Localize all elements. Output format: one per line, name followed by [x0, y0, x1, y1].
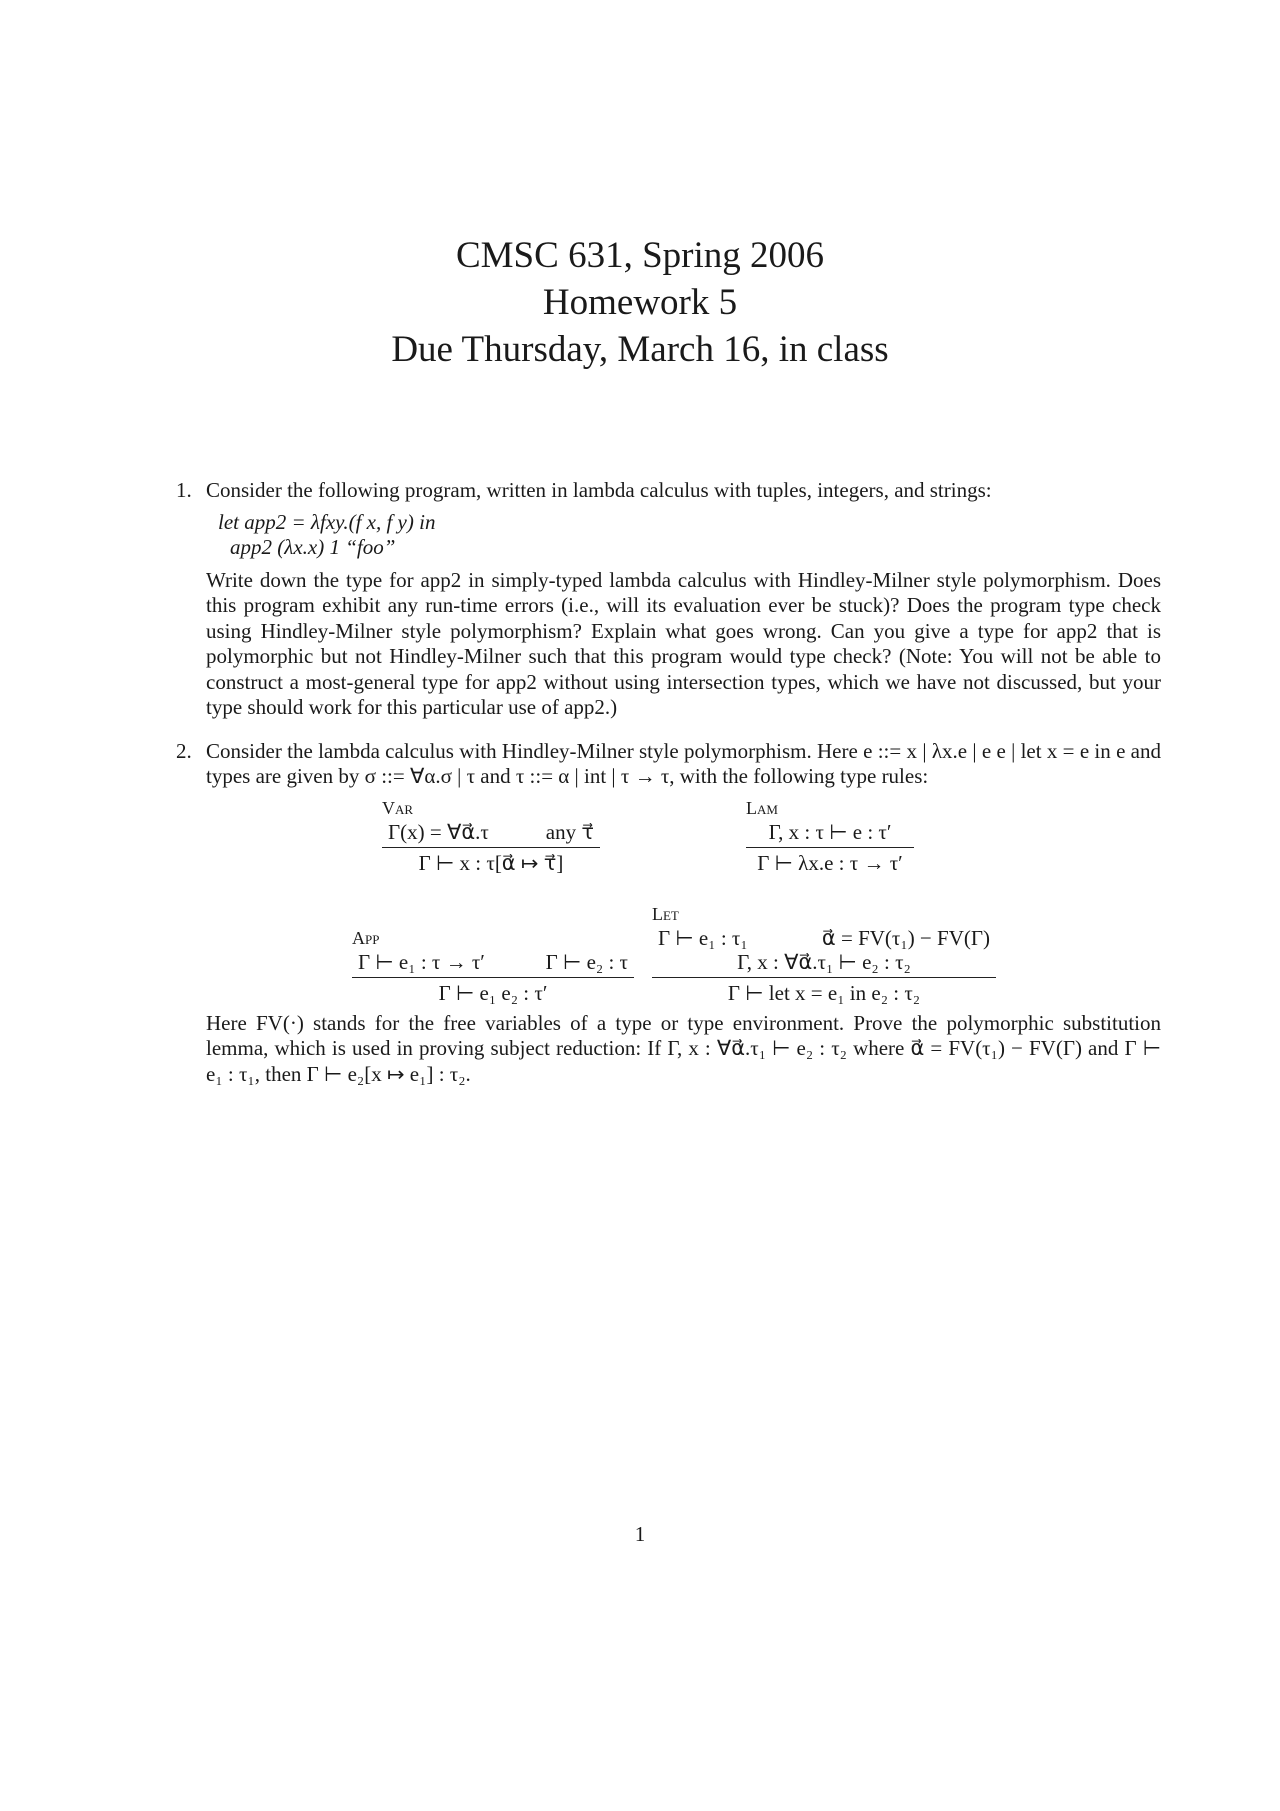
rule-premises: [652, 950, 996, 974]
inference-bar: [382, 847, 600, 848]
problem-1: [176, 478, 1161, 721]
rule-conclusion: Γ ⊢ x : τ[α⃗ ↦ τ⃗]: [418, 850, 564, 875]
title-block: [0, 232, 1280, 373]
rule-premises: [352, 950, 634, 974]
code-block: [206, 510, 1161, 560]
rule-premises: [746, 820, 914, 844]
problem-intro: Consider the lambda calculus with Hindley-Milner style polymorphism. Here e ::= x | λx.e | e e | let x = e in e and types are given by σ ::= ∀α.σ | τ and τ ::= α | int | τ → τ, with the following type rules:: [206, 738, 1161, 788]
premise: Γ ⊢ e₂ : τ: [545, 949, 628, 974]
premise: Γ ⊢ e₁ : τ₁: [658, 925, 748, 950]
problem-body: Write down the type for app2 in simply-typed lambda calculus with Hindley-Milner style polymorphism. Does this program exhibit any run-time errors (i.e., will its evaluation ever be stuck)? Does the program type check using Hindley-Milner style polymorphism? Explain what goes wrong. Can you give a type for app2 that is polymorphic but not Hindley-Milner such that this program would type check? (Note: You will not be able to construct a most-general type for app2 without using intersection types, which we have not discussed, but your type should work for this particular use of app2.): [206, 567, 1161, 719]
rule-name: Let: [652, 903, 679, 924]
premise: Γ, x : ∀α⃗.τ₁ ⊢ e₂ : τ₂: [737, 949, 911, 974]
premise: Γ(x) = ∀α⃗.τ: [388, 819, 489, 844]
due-date: Due Thursday, March 16, in class: [391, 329, 889, 370]
page-number: 1: [634, 1522, 646, 1546]
problem-list: [176, 478, 1161, 1087]
assignment-title: Homework 5: [542, 282, 738, 323]
rule-app: [352, 926, 634, 1005]
inference-bar: [352, 977, 634, 978]
problem-number: 2.: [176, 738, 192, 763]
rule-conclusion: Γ ⊢ e₁ e₂ : τ′: [438, 980, 548, 1005]
rule-premises: [652, 926, 996, 950]
inference-bar: [652, 977, 996, 978]
problem-2: [176, 739, 1161, 1088]
code-line: app2 (λx.x) 1 “foo”: [230, 534, 396, 559]
problem-number: 1.: [176, 478, 192, 502]
rule-conclusion: Γ ⊢ let x = e₁ in e₂ : τ₂: [727, 980, 921, 1005]
problem-body: Here FV(·) stands for the free variables of a type or type environment. Prove the polymorphic substitution lemma, which is used in proving subject reduction: If Γ, x : ∀α⃗.τ₁ ⊢ e₂ : τ₂ where α⃗ = FV(τ₁) − FV(Γ) and Γ ⊢ e₁ : τ₁, then Γ ⊢ e₂[x ↦ e₁] : τ₂.: [206, 1010, 1161, 1086]
premise: any τ⃗: [545, 819, 594, 844]
type-rules: [206, 794, 1161, 1011]
rule-let: [652, 902, 996, 1005]
rule-lam: [746, 796, 914, 875]
rule-name: Var: [382, 797, 414, 818]
rule-premises: [382, 820, 600, 844]
rule-name: Lam: [746, 797, 778, 818]
premise: Γ, x : τ ⊢ e : τ′: [768, 819, 892, 844]
rule-conclusion: Γ ⊢ λx.e : τ → τ′: [757, 850, 903, 875]
inference-bar: [746, 847, 914, 848]
problem-intro: Consider the following program, written in lambda calculus with tuples, integers, and strings:: [206, 478, 992, 502]
course-title: CMSC 631, Spring 2006: [455, 235, 824, 276]
premise: α⃗ = FV(τ₁) − FV(Γ): [821, 925, 990, 950]
rule-name: App: [352, 927, 380, 948]
code-line: let app2 = λfxy.(f x, f y) in: [218, 509, 436, 534]
premise: Γ ⊢ e₁ : τ → τ′: [358, 949, 485, 974]
rule-var: [382, 796, 600, 875]
